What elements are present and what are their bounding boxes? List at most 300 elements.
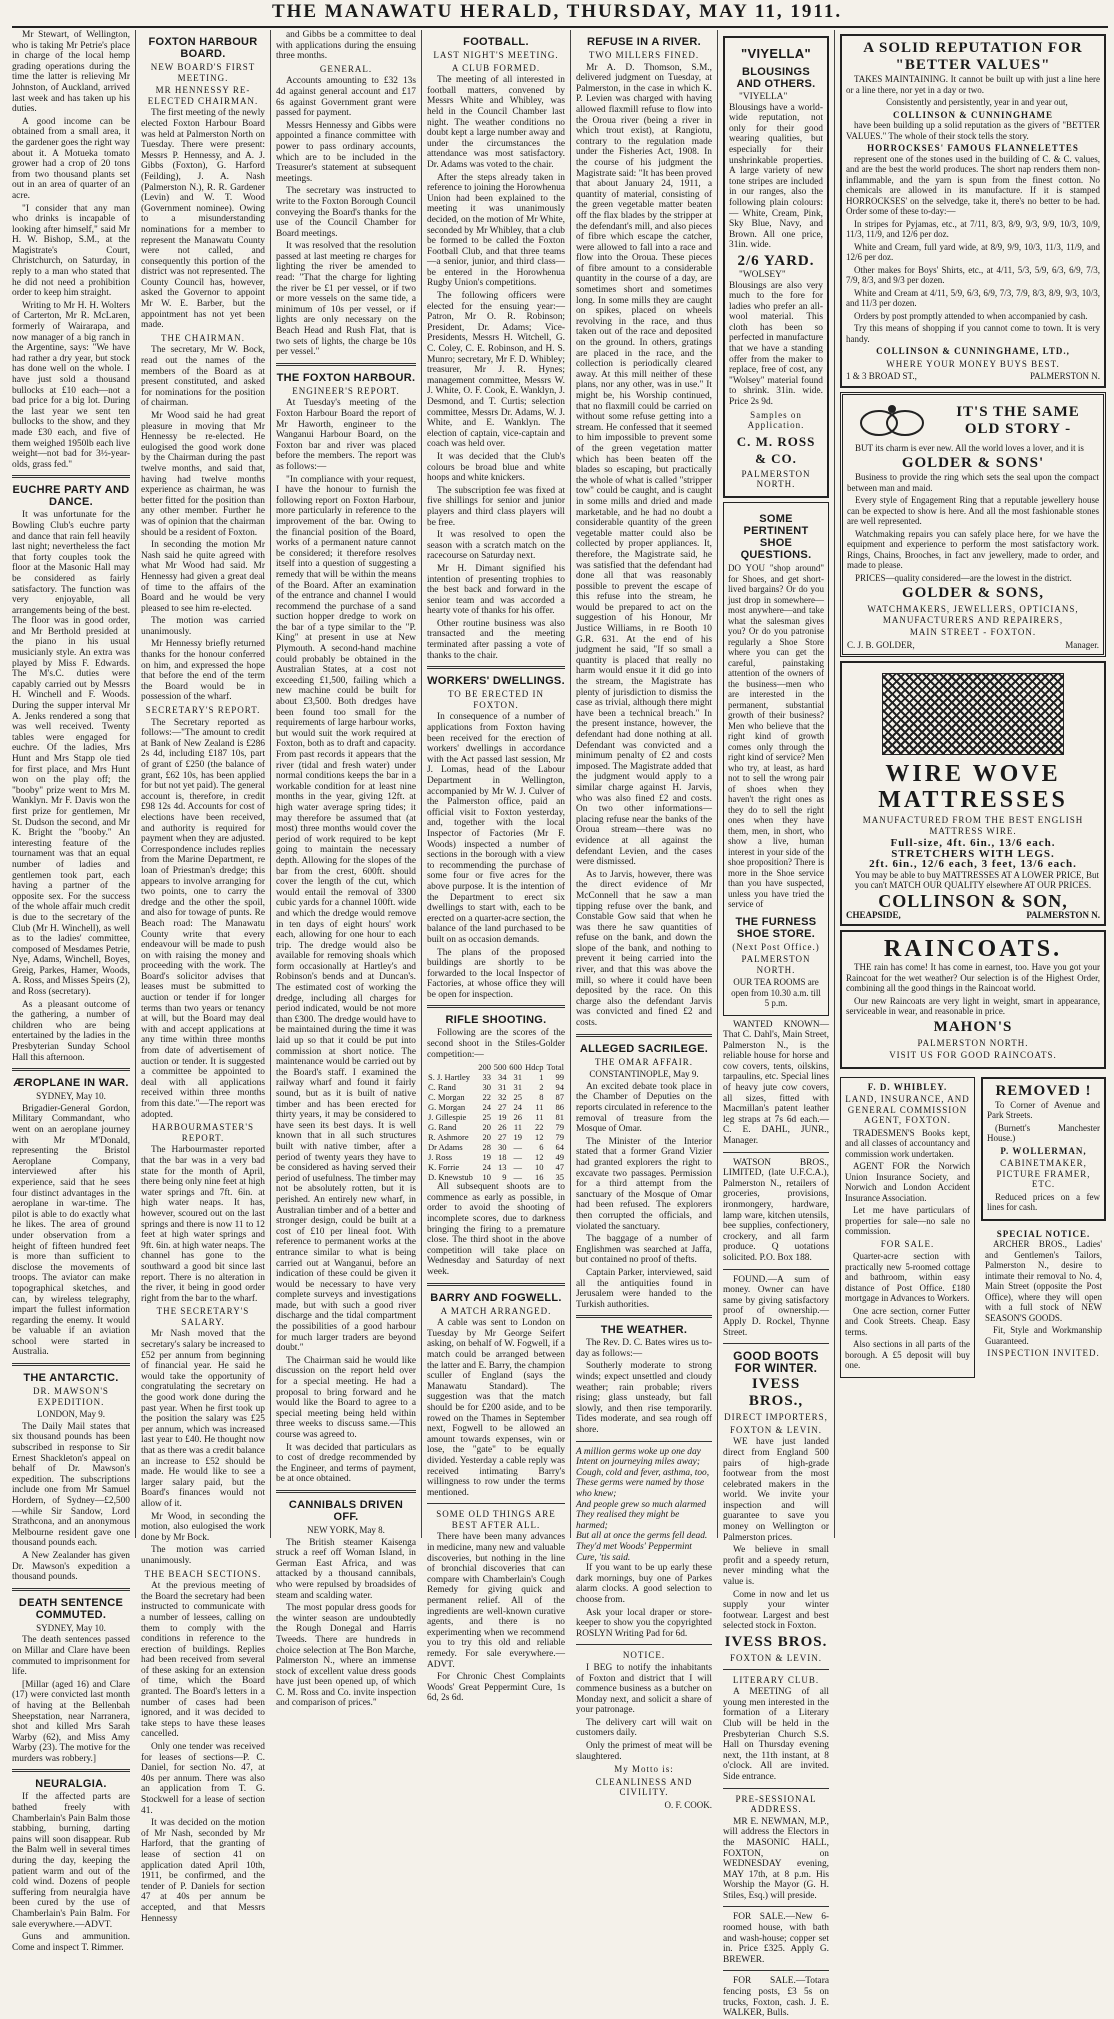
harbour-board-article-6 [141,1581,265,1924]
paragraph: The motion was carried unanimously. [141,1545,265,1566]
old-things-article [427,1532,565,1704]
sacrilege-dateline: CONSTANTINOPLE, May 9. [589,1069,699,1080]
harbour-board-article-3 [141,718,265,1121]
score-cell: 47 [555,1162,564,1173]
cannibals-article [276,1538,416,1710]
viyella-firm: C. M. ROSS & CO. [736,433,816,466]
divider [723,1669,829,1670]
paragraph: At Tuesday's meeting of the Foxton Harbour Board the report of Mr Haworth, engineer to the Wanganui Harbour Board, on the Foxton bar and river was placed before the members. The report was as follows:— [276,398,416,472]
score-header-cell [427,1062,476,1072]
viyella-subtitle: BLOUSINGS AND OTHERS. [736,66,816,90]
flannel-p2: White and Cream, full yard wide, at 8/9, 9/9, 10/3, 11/3, 11/9, and 12/6 per doz. [846,241,1100,262]
shoe-ad [723,502,829,1016]
table-row [427,1142,565,1152]
column-1 [12,30,130,1953]
paragraph: The Harbourmaster reported that the bar was in a very bad state for the month of April, there being only nine feet at high water springs and 7ft. 6in. at high water neaps. It has, however, scoured out on the last springs and there is now 11 to 12 feet at high water springs and 9ft. 6in. at high water neaps. The channel has gone to the southward a good bit since last report. There is no alteration in the river, it being in good order right from the bar to the wharf. [141,1145,265,1304]
aeroplane-headline: ÆROPLANE IN WAR. [13,1077,129,1090]
barry-fogwell-headline: BARRY AND FOGWELL. [430,1291,562,1304]
workers-dwellings-article [427,712,565,1000]
paragraph: In seconding the motion Mr Nash said he quite agreed with what Mr Wood had said. Mr Hennessy had given a great deal of time to the affairs of the Board and he would be very pleased to see him re-elected. [141,540,265,614]
fd-body-4: Quarter-acre section with practically new 5-roomed cottage and bathroom, within easy distance of Post Office. £180 mortgage in Advances to Workers. [845,1251,970,1303]
score-header-cell: Total [546,1062,564,1073]
score-cell: 16 [535,1172,544,1183]
score-header-cell: Hdcp [525,1062,544,1073]
column-rule [834,30,835,1538]
score-cell: 20 [482,1132,491,1143]
paragraph: Accounts amounting to £32 13s 4d against general account and £17 6s against Government grant were passed for payment. [276,76,416,119]
paragraph: All subsequent shoots are to commence as early as possible, in order to avoid the shooting of incomplete scores, due to darkness bringing the firing to a premature close. The third shoot in the above competition will take place on Wednesday and Saturday of next week. [427,1182,565,1277]
column-6 [723,30,829,2019]
rain-town: PALMERSTON NORTH. [917,1037,1029,1048]
score-cell: 49 [555,1152,564,1163]
section-head-salary: THE SECRETARY'S SALARY. [156,1306,250,1327]
column-7 [840,30,1106,1538]
right-bottom-stack [981,1073,1106,1382]
score-cell: 30 [497,1142,507,1153]
golder-header [847,399,1099,443]
paragraph: The baggage of a number of Englishmen was searched at Jaffa, but contained no proof of thefts. [576,1234,712,1266]
score-cell: R. Ashmore [428,1132,469,1143]
score-cell: 11 [535,1102,544,1113]
paragraph: and Gibbs be a committee to deal with applications during the ensuing three months. [276,30,416,62]
golder-body-4: PRICES—quality considered—are the lowest in the district. [855,572,1072,583]
rem-firm: P. WOLLERMAN, [1000,1145,1087,1156]
poem-line: They'd met Woods' Peppermint Cure, 'tis said. [576,1541,692,1563]
table-row [427,1152,565,1162]
bottom-ads-row [840,1073,1106,1382]
divider [576,1315,712,1318]
euchre-headline: EUCHRE PARTY AND DANCE. [12,484,130,509]
wire-address-row [846,910,1100,921]
score-cell: 25 [513,1092,523,1103]
column-rule [717,30,718,1538]
divider [12,1769,130,1772]
score-cell: 24 [482,1162,491,1173]
paragraph: Writing to Mr H. H. Wolters of Carterton, Mr R. McLaren, formerly of Wairarapa, and now manager of a big ranch in the Argentine, says: "We have had rather a dry year, but stock has done well on the whole. I have just sold a thousand bullocks at £10 each—not a bad price for a big lot. During the last year we sent ten bullocks to the show, and they made £30 each, and five of them weighed 1950lb each live weight—not bad for 3½-year-olds, grass fed." [12,300,130,470]
fd-sub: LAND, INSURANCE, AND GENERAL COMMISSION AGENT, FOXTON. [845,1094,970,1125]
golder-firm-2: GOLDER & SONS, [902,585,1044,601]
column-3 [276,30,416,1709]
paragraph: The delivery cart will wait on customers daily. [576,1717,712,1739]
paragraph: The Rev. D. C. Bates wires us to-day as follows:— [576,1338,712,1359]
paragraph: Mr Wood, in seconding the motion, also eulogised the work done by Mr Bock. [141,1511,265,1543]
wire-title-2: MATTRESSES [878,787,1068,813]
score-cell: 20 [482,1122,491,1133]
wire-firm: COLLINSON & SON, [878,890,1068,911]
table-row [427,1112,565,1122]
solid-body-3: have been building up a solid reputation as the givers of "BETTER VALUES." The whole of their stock tells the story. [846,120,1100,141]
paragraph: If the affected parts are bathed freely with Chamberlain's Pain Balm those stabbing, burning, darting pains will soon disappear. Rub the Balm well in several times during the day, keeping the patient warm and out of the cold wind. Dozens of people suffering from neuralgia have been cured by the use of Chamberlain's Pain Balm. For sale everywhere.—ADVT. [12,1792,130,1930]
workers-dwellings-subhead: TO BE ERECTED IN FOXTON. [447,689,545,710]
score-cell: 31 [497,1082,507,1093]
football-subhead-2: A CLUB FORMED. [451,62,541,73]
found-ad: FOUND.—A sum of money. Owner can have same by giving satisfactory proof of ownership.—Apply D. Rockel, Thynne Street. [723,1274,829,1338]
rain-body: THE rain has come! It has come in earnest, too. Have you got your Raincoat for the wet weather? Our selection is of the Highest Order, combining all the good things in the Raincoat world. [846,962,1100,993]
poem-line: These germs were named by those who knew; [576,1478,705,1499]
literary-club-body: A MEETING of all young men interested in the formation of a Literary Club will be held in the Presbyterian Church S.S. Hall on Thursday evening next, the 11th instant, at 8 o'clock. All are invited. Side entrance. [723,1687,829,1782]
cc-firm: COLLINSON & CUNNINGHAME, LTD., [876,346,1070,356]
for-sale-posts: FOR SALE.—Totara fencing posts, £3 5s on trucks, Foxton, cash. J. E. WALKER, Bulls. [723,1976,829,2019]
rain-body-2: Our new Raincoats are very light in weight, smart in appearance, serviceable in wear, and reasonable in price. [846,995,1100,1016]
divider [12,1068,130,1071]
paragraph: The Secretary reported as follows:—"The amount to credit at Bank of New Zealand is £286 2s 4d, including £187 10s, part of grant of £250 (the balance of grant, £62 10s, has been applied for but not yet paid). The general account is, therefore, in credit £98 12s 4d. Accounts for cost of elections have been received, and authority is required for payment when they are adjusted. Correspondence includes replies from the Marine Department, re loan of Priestman's dredge; this appears to involve arranging for two points, one to carry the dredge and the other the spoil, and also for towage of punts. Re Beach road: The Manawatu County write that every endeavour will be made to push on with raising the money and proceeding with the work. The Board's solicitor advises that leases must be submitted to auction or tender if for longer terms than two years or tenancy at will, but the Board may deal with and accept applications at any time within three months from date of advertisement of auction or tender. It is suggested a committee be appointed to deal with all applications received within three months from this date."—The report was adopted. [141,717,266,1120]
score-cell: J. Ross [428,1152,453,1163]
paragraph: The meeting of all interested in football matters, convened by Messrs White and Whibley, was held in the Council Chamber last night. The weather conditions no doubt kept a large number away and under the circumstances the attendance was most satisfactory. Dr. Adams was voted to the chair. [427,75,565,170]
barry-fogwell-subhead: A MATCH ARRANGED. [440,1305,552,1316]
paragraph: The plans of the proposed buildings are shortly to be forwarded to the local Inspector of Factories, at whose office they will be open for inspection. [427,947,565,1000]
rem-title: REMOVED ! [995,1082,1092,1099]
sacrilege-headline: ALLEGED SACRILEGE. [579,1042,709,1055]
paragraph: The secretary was instructed to write to the Foxton Borough Council conveying the Board's thanks for the use of the Council Chamber for Board meetings. [276,186,416,239]
ivess-title: IVESS BROS., [748,1376,804,1410]
refuse-subhead: TWO MILLERS FINED. [588,50,700,60]
flannel-p4: White and Cream at 4/11, 5/9, 6/3, 6/9, 7/3, 7/9, 8/3, 8/9, 9/3, 10/3, and 11/3 per dozen. [846,287,1100,308]
golder-address: MAIN STREET - FOXTON. [909,627,1037,637]
football-subhead: LAST NIGHT'S MEETING. [433,50,559,60]
section-head-secretary: SECRETARY'S REPORT. [145,705,261,716]
neuralgia-article [12,1792,130,1953]
score-cell: 10 [535,1162,544,1173]
special-notice-ad [981,1225,1106,1365]
whibley-ad [840,1077,975,1378]
barry-fogwell-article [427,1318,565,1498]
butcher-notice [576,1663,712,1762]
cc-address: 1 & 3 BROAD ST., [846,371,917,381]
score-cell: 26 [513,1112,523,1123]
viyella-town: PALMERSTON NORTH. [741,468,811,490]
rem-trade: CABINETMAKER, PICTURE FRAMER, ETC. [996,1158,1091,1189]
golder-role: Manager. [1065,639,1099,650]
viyella-body: "VIYELLA" Blousings have a world-wide reputation, not only for their good wearing qualities, but especially for their unshrinkable properties. A large variety of new tone stripes are included in our ranges, also the following plain colours:— White, Cream, Pink, Sky Blue, Navy, and Brown. All one price, 31in. wide. [729,92,823,251]
score-cell: 26 [497,1122,507,1133]
football-headline: FOOTBALL. [463,36,529,48]
death-sentence-article [12,1635,130,1764]
paragraph: It was resolved to open the season with a scratch match on the racecourse on Saturday next. [427,530,565,562]
football-article [427,75,565,661]
score-cell: C. Morgan [428,1092,465,1103]
paragraph: Messrs Hennessy and Gibbs were appointed a finance committee with power to pass ordinary accounts, which are to be included in the Treasurer's statement at subsequent meetings. [276,120,416,184]
golder-body: Business to provide the ring which sets the seal upon the compact between man and maid. [847,472,1099,493]
paragraph: It was decided that the Club's colours be broad blue and white hoops and white knickers. [427,451,565,484]
golder-heading [937,404,1099,438]
collinson-cunninghame-ad [840,34,1106,388]
general-article [276,76,416,357]
misc-notes [576,1563,712,1639]
score-cell: 2 [539,1082,544,1093]
table-row [427,1132,565,1142]
pre-sessional-title: PRE-SESSIONAL ADDRESS. [735,1793,817,1815]
viyella-ad [723,36,829,498]
poem-line: They realised they might be harmed; [576,1510,680,1531]
golder-signature-row [847,640,1099,651]
rem-body: To Corner of Avenue and Park Streets. [987,1099,1100,1120]
poem-line: And people grew so much alarmed [576,1499,707,1510]
paragraph: The subscription fee was fixed at five shillings for senior and junior players and third class players will be free. [427,485,565,528]
section-head-harbourmaster: HARBOURMASTER'S REPORT. [151,1122,255,1143]
paragraph: Mr Stewart, of Wellington, who is taking Mr Petrie's place in charge of the local hemp grading operations during the time the latter is relieving Mr Johnston, of Auckland, arrived last week and has taken up his duties. [12,30,130,115]
rain-title: RAINCOATS. [883,936,1063,962]
paragraph: I BEG to notify the inhabitants of Foxton and district that I will commence business as a butcher on Monday next, and solicit a share of your patronage. [576,1662,712,1716]
score-cell: 13 [497,1162,507,1173]
paragraph: Southerly moderate to strong winds; expect unsettled and cloudy weather; rain probable; rivers rising; glass unsteady, but fall slowly, and then rise temporarily. Tides moderate, and sea rough off shore. [576,1361,712,1436]
flannel-body: represent one of the stones used in the building of C. & C. values, and are the best the world produces. The short nap renders them non-inflammable, and the yarn is spun from the finest cotton. No chemicals are allowed in its manufacture. If it is stamped HORROCKSES' on the selvedge, take it, there's no better to be had. Order some of these to-day:— [846,153,1100,216]
column-2 [141,30,266,1924]
score-cell: 24 [482,1102,491,1113]
shoe-title: SOME PERTINENT SHOE QUESTIONS. [740,513,812,561]
score-cell: — [513,1142,523,1153]
paragraph: It was decided that particulars as to cost of dredge recommended by the Engineer, and terms of payment, be at once obtained. [276,1442,416,1485]
paragraph: Mr Hennessy briefly returned thanks for the honour conferred on him, and expressed the hope that before the end of the term the Board would be in possession of the wharf. [141,639,265,703]
divider [576,1441,712,1442]
score-cell: 79 [555,1132,564,1143]
golder-trade: WATCHMAKERS, JEWELLERS, OPTICIANS, MANUFACTURERS AND REPAIRERS, [867,604,1079,625]
score-cell: S. J. Hartley [428,1072,471,1083]
paragraph: As a pleasant outcome of the gathering, a number of children who are being entertained by the ladies in the Presbyterian Sunday School Hall this afternoon. [12,999,130,1063]
paragraph: It was unfortunate for the Bowling Club's euchre party and dance that rain fell heavily last night; nevertheless the fact that forty couples took the floor at the Masonic Hall may be considered as fairly satisfactory. The function was very enjoyable, all arrangements being of the best. The floor was in good order, and Mr Berthold presided at the piano in his usual musicianly style. An extra was played by Miss F. Edwards. The M's.C. duties were capably carried out by Messrs H. Winchell and F. Woods. During the supper interval Mr A. Jenks rendered a song that was well received. Twenty tables were engaged for euchre. Of the ladies, Mrs Hunt and Mrs Stapp ole tied for first place, and Mrs Hunt won on the play off; the "booby" prize went to Mrs M. Wanklyn. Mr F. Davis won the first prize for gentlemen, Mr St. Dudson the second, and Mr K. Bright the "booby." An interesting feature of the tournament was that an equal number of ladies and gentlemen took part, each having a partner of the opposite sex. For the success of the whole affair much credit is due to the secretary of the Club (Mr H. Winchell), as well as to the ladies' committee, composed of Mesdames Petrie, Nye, Adams, Winchell, Boyes, Greig, Parkes, Hamer, Woods, A. Ross, and Misses Speirs (2), and Ross (secretary). [12,510,130,998]
score-cell: K. Forrie [428,1162,460,1173]
score-cell: 79 [555,1122,564,1133]
score-cell: 8 [539,1092,544,1103]
sp-body-2: Fit, Style and Workmanship Guaranteed. [985,1325,1102,1346]
section-head-beach: THE BEACH SECTIONS. [144,1568,262,1579]
score-cell: D. Knewstub [428,1172,473,1183]
paragraph: "In compliance with your request, I have the honour to furnish the following report on Foxton Harbour, more particularly in reference to the improvement of the bar. Owing to the financial position of the Board, works of a permanent nature cannot be considered; it therefore resolves itself into a question of suggesting a remedy that will be within the means of the Board. After an examination of the entrance and channel I would recommend the purchase of a sand suction hopper dredge to work on the bar of a type similar to the "P. King" at present in use at New Plymouth. A second-hand machine could probably be obtained in the Australian States, at a cost not exceeding £1,500, failing which a new machine could be built for about £3,500. Both dredges have been found too small for the requirements of large harbour works, but would suit the work required at Foxton, both as to draft and capacity. From past records it appears that the river (tidal and fresh water) under normal conditions keeps the bar in a workable condition for at least nine months in the year, giving 12ft. at high water average spring tides; it may therefore be assumed that (at most) three months would cover the period of work required to be kept going to maintain the necessary depth. Allowing for the slopes of the bar from the crest, 600ft. should cover the length of the cut, which would entail the removal of 3300 cubic yards for a channel 100ft. wide and which the dredge would remove in ten days of eight hours' work each, allowing for one hour to each trip. The dredge would also be available for removing shoals which form occasionally at Hartley's and Robinson's bends and at Duncan's. The estimated cost of working the dredge, including all charges for period indicated, would be not more than £300. The dredge would have to be maintained during the time it was laid up so that it could be put into commission at short notice. The maintenance would be carried out by the Board's staff. I examined the railway wharf and found it fairly sound, but as it is built of native timber and has been erected for thirty years, it may be considered to have seen its best days. It is well known that in all such structures built with native timber, after a period of twenty years they have to be considered as having served their period of usefulness. The timber may not be absolutely rotten, but it is perished. An entirely new wharf, in Australian timber and of a better and stronger design, could be built at a cost of £10 per lineal foot. With reference to permanent works at the entrance similar to what is being carried out at Wanganui, before an indication of these could be given it would be necessary to have very complete surveys and investigations made, but with such a good river discharge and the tidal compartment the possibilities of a good harbour for much larger traders are beyond doubt." [276,474,416,1354]
wire-town: PALMERSTON N. [1026,909,1100,920]
paragraph: Brigadier-General Gordon, Military Commandant, who went on an aeroplane journey with Mr M'Donald, representing the Bristol Aeroplane Company, interviewed after his experience, said that he sees four distinct advantages in the aeroplane in war-time. The pilot is able to do exactly what he likes. The area of ground under observation from a height of fifteen hundred feet is more than sufficient to disclose the movements of troops. The aviator can make topographical sketches, and can, by wireless telegraphy, impart the fullest information regarding the enemy. It would be valuable if an aviation school were started in Australia. [12,1103,130,1358]
paragraph: It was resolved that the resolution passed at last meeting re charges for lighting the river be amended to read: "That the charge for lighting the river be £1 per vessel, or if two or more vessels on the same tide, a minimum of 10s per vessel, or if lights are only necessary on the Beach Head and Rush Flat, that is two sets of lights, the charge be 10s per vessel." [276,241,416,358]
death-sentence-headline: DEATH SENTENCE COMMUTED. [18,1596,124,1621]
column-5 [576,30,712,1811]
paragraph: Only one tender was received for leases of sections—P. C. Daniel, for section No. 47, at 40s per annum. There was also an application from T. G. Stockwell for a lease of section 41. [141,1742,265,1816]
paragraph: The Daily Mail states that six thousand pounds has been subscribed in response to Sir Ernest Shackleton's appeal on behalf of Dr. Mawson's expedition. The subscriptions include one from Mr Samuel Hordern, of Sydney—£2,500—while Sir Sandow, Lord Strathcona, and an anonymous Melbourne resident gave one thousand pounds each. [12,1421,130,1549]
table-row [427,1162,565,1172]
paragraph: Mr Wood said he had great pleasure in moving that Mr Hennessy be re-elected. He eulogised the good work done by the Chairman during the past twelve months, and said that, having had twelve months experience as chairman, he was better fitted for the position than any other member. Further he was of opinion that the chairman should be a resident of Foxton. [141,411,265,538]
solid-body: TAKES MAINTAINING. It cannot be built up with just a line here or a line there, nor yet in a day or two. [846,74,1100,95]
fd-body-6: Also sections in all parts of the borough. A £5 deposit will buy one. [845,1339,970,1370]
masthead-rule [12,26,1108,28]
flannel-p3: Other makes for Boys' Shirts, etc., at 4/11, 5/3, 5/9, 6/3, 6/9, 7/3, 7/9, 8/3, and 9/3 per dozen. [846,264,1100,285]
weather-headline: THE WEATHER. [600,1324,688,1337]
pre-sessional-body: MR E. NEWMAN, M.P., will address the Electors in the MASONIC HALL, FOXTON, on WEDNESDAY evening, MAY 17th, at 8 p.m. His Worship the Mayor (G. H. Stiles, Esq.) will preside. [723,1816,829,1901]
masthead: THE MANAWATU HERALD, THURSDAY, MAY 11, 1911. [271,1,843,22]
column-rule [421,30,422,1538]
paragraph: After the steps already taken in reference to joining the Horowhenua Union had been explained to the meeting it was unanimously decided, on the motion of Mr White, seconded by Mr Whibley, that a club be formed to be called the Foxton Football Club, and that three teams—a senior, junior, and third class—be entered in the Horowhenua Rugby Union's competitions. [427,172,565,289]
foxton-harbour-headline: THE FOXTON HARBOUR. [276,371,416,384]
antarctic-subhead: DR. MAWSON'S EXPEDITION. [33,1386,109,1407]
butcher-motto: CLEANLINESS AND CIVILITY. [595,1776,693,1798]
paragraph: The motion was carried unanimously. [141,616,265,637]
paragraph: The most popular dress goods for the winter season are undoubtedly the Rough Donegal and Harris Tweeds. There are hundreds in choice selection at The Bon Marche, Palmerston N., where an immense stock of excellent value dress goods have just been opened up, of which C. M. Ross and Co. invite inspection and comparison of prices." [276,1603,416,1709]
score-cell: — [513,1152,523,1163]
shoe-address: (Next Post Office.) [732,941,820,952]
score-cell: 12 [535,1132,544,1143]
divider [427,1503,565,1504]
paragraph: An excited debate took place in the Chamber of Deputies on the reports circulated in reference to the removal of treasure from the Mosque of Omar. [576,1081,712,1135]
col1-intro [12,30,130,470]
wire-stretchers-price: 2ft. 6in., 12/6 each, 3 feet, 13/6 each. [869,858,1077,870]
rem-body-3: Reduced prices on a few lines for cash. [987,1191,1100,1212]
golder-title-2: OLD STORY - [964,420,1072,437]
paragraph: Mr A. D. Thomson, S.M., delivered judgment on Tuesday, at Palmerston, in the case in which K. P. Levien was charged with having allowed flaxmill refuse to flow into the Oroua river (being a river in which trout exist), at Rangiotu, contrary to the regulation made under the Fisheries Act, 1908. In the course of his judgment the Magistrate said: "It has been proved that about January 24, 1911, a quantity of material, consisting of the green vegetable matter beaten off the flax blades by the stripper at the defendant's mill, and also pieces of fibre which escape the catcher, were allowed to fall into a race and flow into the Oroua. These pieces of fibre amount to a considerable quantity in the course of a day, are sometimes short and sometimes long. In some mills they are caught on spikes, placed on wheels revolving in the race, and thus taken out of the race and deposited on the ground. In others, gratings are placed in the race, and the collection is periodically cleared away. At this mill neither of these plans, nor any other, was in use." It might be, his Worship continued, that no flaxmill could be carried on without some refuse getting into a stream. He confessed that it seemed to him impossible to prevent some of the green vegetation matter which has been beaten off the blades so escaping, but practically the whole of what is called "stripper tow" could be caught, and is caught in some mills and dried and made marketable, and he had no doubt a considerable quantity of the green vegetable matter could also be collected by proper appliances. It, therefore, the Magistrate said, he was satisfied that the defendant had done all that was reasonably possible to prevent the escape of this refuse into the stream, he would be prepared to act on the suggestion of his Honour, Mr Justice Williams, in re Booth 10 G.R. 631. At the end of his judgment he said, "If so small a quantity is placed that really no harm would ensue it it did go into the stream, the Magistrate has plenty of jurisdiction to dismiss the case as trivial, although there might have been a technical breach." In the present instance, however, the defendant had done nothing at all. Defendant was convicted and a minimum penalty of £2 and costs imposed. The Magistrate added that the judgment would apply to a similar charge against H. Jarvis, who was also fined £2 and costs. On two other informations—placing refuse near the banks of the Oroua stream—there was no evidence at all against the defendant Levien, and the cases were dismissed. [576,62,712,868]
fd-title: F. D. WHIBLEY. [867,1081,948,1092]
poem-line: A million germs woke up one day [576,1446,701,1457]
wire-stretchers: STRETCHERS WITH LEGS. [891,847,1055,860]
poem-line: Cough, cold and fever, asthma, too, [576,1467,710,1478]
divider [576,1034,712,1037]
rain-visit: VISIT US FOR GOOD RAINCOATS. [889,1050,1057,1060]
divider [276,363,416,366]
fd-body-3: Let me have particulars of properties for sale—no sale no commission. [845,1205,970,1236]
wanted-known-ad: WANTED KNOWN—That C. Dahl's, Main Street, Palmerston N., is the reliable house for horse and cow covers, tents, oilskins, tarpaulins, etc. Special lines of heavy jute cow covers, all sizes, fitted with Macmillan's patent leather leg straps at 7s 6d each.—C. E. DAHL, JUNR., Manager. [723,1019,829,1147]
sp-body: ARCHER BROS., Ladies' and Gentlemen's Tailors, Palmerston N., desire to intimate their removal to No. 4, Main Street (opposite the Post Office), where they will open with a full stock of NEW SEASON'S GOODS. [985,1239,1102,1323]
table-row [427,1072,565,1082]
score-cell: C. Rand [428,1082,456,1093]
mattress-ad [840,661,1106,926]
ivess-title-2: IVESS BROS. [724,1634,828,1650]
viyella-price: 2/6 YARD. [737,252,815,269]
score-cell: Dr Adams [428,1142,463,1153]
paragraph: The British steamer Kaisenga struck a reef off Woman Island, in German East Africa, and was attacked by a thousand cannibals, who were repulsed by broadsides of steam and scalding water. [276,1537,416,1601]
paragraph: The death sentences passed on Millar and Clare have been commuted to imprisonment for life. [12,1635,130,1678]
sp-body-3: INSPECTION INVITED. [987,1348,1100,1358]
harbour-board-subhead: NEW BOARD'S FIRST MEETING. [150,62,256,83]
score-cell: 18 [497,1152,507,1163]
divider [12,475,130,478]
rifle-shooting-article [427,1182,565,1277]
score-cell: J. Gillespie [428,1112,467,1123]
score-cell: 31 [513,1072,523,1083]
section-head-general: GENERAL. [319,63,373,74]
sacrilege-subhead: THE OMAR AFFAIR. [594,1056,694,1067]
table-row [427,1082,565,1092]
refuse-headline: REFUSE IN A RIVER. [587,36,701,48]
score-cell: 86 [555,1102,564,1113]
cc-town: PALMERSTON N. [1029,371,1100,381]
divider [12,1588,130,1591]
viyella-samples: Samples on Application. [747,409,805,431]
foxton-harbour-subhead: ENGINEER'S REPORT. [292,385,400,396]
solid-body-2: Consistently and persistently, year in and year out, [886,97,1068,107]
antarctic-headline: THE ANTARCTIC. [23,1372,119,1385]
paragraph: Captain Parker, interviewed, said all the antiquities found in Jerusalem were handed to the Turkish authorities. [576,1267,712,1310]
paragraph: Mr Nash moved that the secretary's salary be increased to £52 per annum from beginning of financial year. He said he would take the opportunity of congratulating the secretary on the good work done during the past year. When he first took up the position the salary was £25 per annum, which was increased last year to £40. He thought now that as there was a credit balance an increase to £52 should be made. He would like to see a larger salary paid, but the Board's finances would not allow of it. [141,1329,265,1509]
harbour-board-article-4 [141,1145,265,1304]
shoe-body: DO YOU "shop around" for Shoes, and get short-lived bargains? Or do you just drop in somewhere—most anywhere—and take what the salesman gives you? Or do you patronise regularly a Shoe Store where you can get the careful, painstaking attention of the owners of the business—men who are interested in the permanent, substantial growth of their business? Men who believe that the right kind of growth comes only through the right kind of service? Men who try, at least, as hard not to sell the wrong pair of shoes when they haven't the right ones as they do to sell the right ones when they have them, men, in short, who show a live, human interest in your side of the shoe proposition? There is more in the Shoe service than you have suspected, unless you have tried the service of [728,563,824,909]
wolsey-body: "WOLSEY" Blousings are also very much to the fore for ladies who prefer an all-wool material. This cloth has been so perfected in manufacture that we have a standing offer from the maker to replace, free of cost, any "Wolsey" material found to shrink. 31in. wide. Price 2s 9d. [729,269,823,408]
ivess-town-2: FOXTON & LEVIN. [729,1653,823,1663]
shoe-tea: OUR TEA ROOMS are open from 10.30 a.m. till 5 p.m. [731,977,821,1008]
divider [576,1644,712,1645]
wire-title-1: WIRE WOVE [885,761,1061,787]
divider [427,666,565,669]
cannibals-headline: CANNIBALS DRIVEN OFF. [288,1498,404,1523]
score-cell: 27 [497,1102,507,1113]
wire-price: Full-size, 4ft. 6in., 13/6 each. [890,837,1056,849]
cc-slogan: WHERE YOUR MONEY BUYS BEST. [886,358,1060,369]
section-head-chairman: THE CHAIRMAN. [161,332,245,343]
score-cell: 11 [513,1122,523,1133]
viyella-title: "VIYELLA" [741,46,811,61]
divider [723,1269,829,1270]
column-rule [270,30,271,1538]
paragraph: Only the primest of meat will be slaughtered. [576,1741,712,1762]
paragraph: A New Zealander has given Dr. Mawson's expedition a thousand pounds. [12,1550,130,1583]
golder-title-1: IT'S THE SAME [956,403,1080,420]
score-cell: 24 [513,1102,523,1113]
rifle-shooting-intro: Following are the scores of the second shoot in the Stiles-Golder competition:— [427,1028,565,1060]
paragraph: Mr H. Dimant signified his intention of presenting trophies to the best back and forward in the senior team and was accorded a hearty vote of thanks for his offer. [427,563,565,617]
old-things-headline: SOME OLD THINGS ARE BEST AFTER ALL. [436,1509,556,1530]
paragraph: The first meeting of the newly elected Foxton Harbour Board was held at Palmerston North on Tuesday. There were present: Messrs P. Hennessy, and A. J. Gibbs (Foxton), G. Harford (Feilding), J. A. Nash (Palmerston N.), R. R. Gardener (Levin) and W. T. Wood (Government nominee). Owing to a misunderstanding nominations for a member to represent the Manawatu County were not called, and consequently this portion of the district was not represented. The County Council has, however, asked the Governor to appoint Mr W. E. Barber, but the appointment has not yet been made. [141,108,265,331]
table-row [427,1122,565,1132]
harbour-board-article [141,108,265,330]
score-header-cell: 200 [478,1062,491,1073]
harbour-board-subhead-2: MR HENNESSY RE-ELECTED CHAIRMAN. [147,85,259,106]
butcher-motto-label: My Motto is: [614,1764,674,1775]
paragraph: In consequence of a number of applications from Foxton having been received for the erection of workers' dwellings in accordance with the Act passed last session, Mr J. Lomas, head of the Labour Department in Wellington, accompanied by Mr W. J. Culver of the Palmerston office, paid an official visit to Foxton yesterday, and, together with the local Inspector of Factories (Mr F. Woods) inspected a number of sections in the borough with a view to recommending the purchase of some four or five acres for the above purpose. It is the intention of the Department to erect six dwellings to start with, each to be erected on a quarter-acre section, the balance of the land purchased to be built on as occasion demands. [427,712,565,945]
aeroplane-dateline: SYDNEY, May 10. [36,1091,106,1102]
ivess-body: WE have just landed direct from England 500 pairs of high-grade footwear from the most celebrated makers in the world. We invite your inspection and will guarantee to save you money on Wellington or Palmerston prices. [723,1437,829,1543]
sp-title: SPECIAL NOTICE. [996,1228,1091,1239]
column-4 [427,30,565,1704]
divider [723,1152,829,1153]
divider [723,1343,829,1344]
paragraph: "I consider that any man who drinks is incapable of looking after himself," said Mr H. W. Bishop, S.M., at the Magistrate's Court, Christchurch, on Saturday, in reply to a man who stated that he did not need a prohibition order to keep him straight. [12,203,130,299]
antarctic-article [12,1422,130,1583]
column-rule [570,30,571,1538]
ivess-town: FOXTON & LEVIN. [729,1424,823,1435]
butcher-signature: O. F. COOK. [664,1800,712,1811]
raincoats-ad [840,930,1106,1069]
fd-body: TRADESMEN'S Books kept, and all classes of accountancy and commission work undertaken. [845,1127,970,1159]
literary-club-title: LITERARY CLUB. [732,1674,820,1685]
score-cell: 1 [539,1072,544,1083]
golder-ad [840,392,1106,658]
wire-sub: MANUFACTURED FROM THE BEST ENGLISH MATTRESS WIRE. [862,815,1084,836]
solid-title: A SOLID REPUTATION FOR "BETTER VALUES" [863,40,1083,73]
sacrilege-article [576,1082,712,1310]
antarctic-dateline: LONDON, May 9. [37,1409,105,1420]
for-sale-house: FOR SALE.—New 6-roomed house, with bath and wash-house; copper set in. Price £325. Apply G. BREWER. [723,1912,829,1965]
cannibals-dateline: NEW YORK, May 8. [307,1524,385,1535]
fd-body-2: AGENT FOR the Norwich Union Insurance Society, and Norwich and London Accident Insurance Association. [845,1161,970,1203]
golder-name: C. J. B. GOLDER, [847,639,915,650]
score-cell: — [513,1172,523,1183]
paragraph: Guns and ammunition. Come and inspect T. Rimmer. [12,1932,130,1953]
paragraph: As to Jarvis, however, there was the direct evidence of Mr McConnell that he saw a man tipping refuse over the bank, and Constable Gow said that when he was there he saw quantities of refuse on the bank, and down the slope of the bank, and nothing to prevent it being carried into the river, and that this was above the mill, so where it could have been deposited by the race. On this charge also the defendant Jarvis was convicted and fined £2 and costs. [576,869,712,1029]
divider [427,1283,565,1286]
removed-ad [981,1077,1106,1221]
harbour-board-article-2 [141,345,265,703]
column-rule [135,30,136,1538]
engineer-report-article [276,398,416,1485]
good-boots-title: GOOD BOOTS FOR WINTER. [733,1349,819,1376]
paragraph: The secretary, Mr W. Bock, read out the names of the members of the Board as at present constituted, and asked for nominations for the position of chairman. [141,345,265,409]
shoe-firm: THE FURNESS SHOE STORE. [735,915,817,940]
death-sentence-dateline: SYDNEY, May 10. [36,1622,106,1633]
paragraph: A good income can be obtained from a small area, it the gardener goes the right way about it. A Motueka tomato grower had a crop of 20 tons from two thousand plants set out in an area of quarter of an acre. [12,116,130,201]
wire-address: CHEAPSIDE, [846,909,901,920]
score-cell: 94 [555,1082,564,1093]
divider [12,1363,130,1366]
flannel-p1: In stripes for Pyjamas, etc., at 7/11, 8/3, 8/9, 9/3, 9/9, 10/3, 10/9, 11/3, 11/9, and 12/6 per doz. [846,218,1100,239]
rain-firm: MAHON'S [933,1018,1013,1035]
score-cell: 33 [482,1072,491,1083]
table-row [427,1092,565,1102]
score-cell: 81 [555,1112,564,1123]
score-header-cell: 600 [509,1062,523,1073]
divider [427,1005,565,1008]
